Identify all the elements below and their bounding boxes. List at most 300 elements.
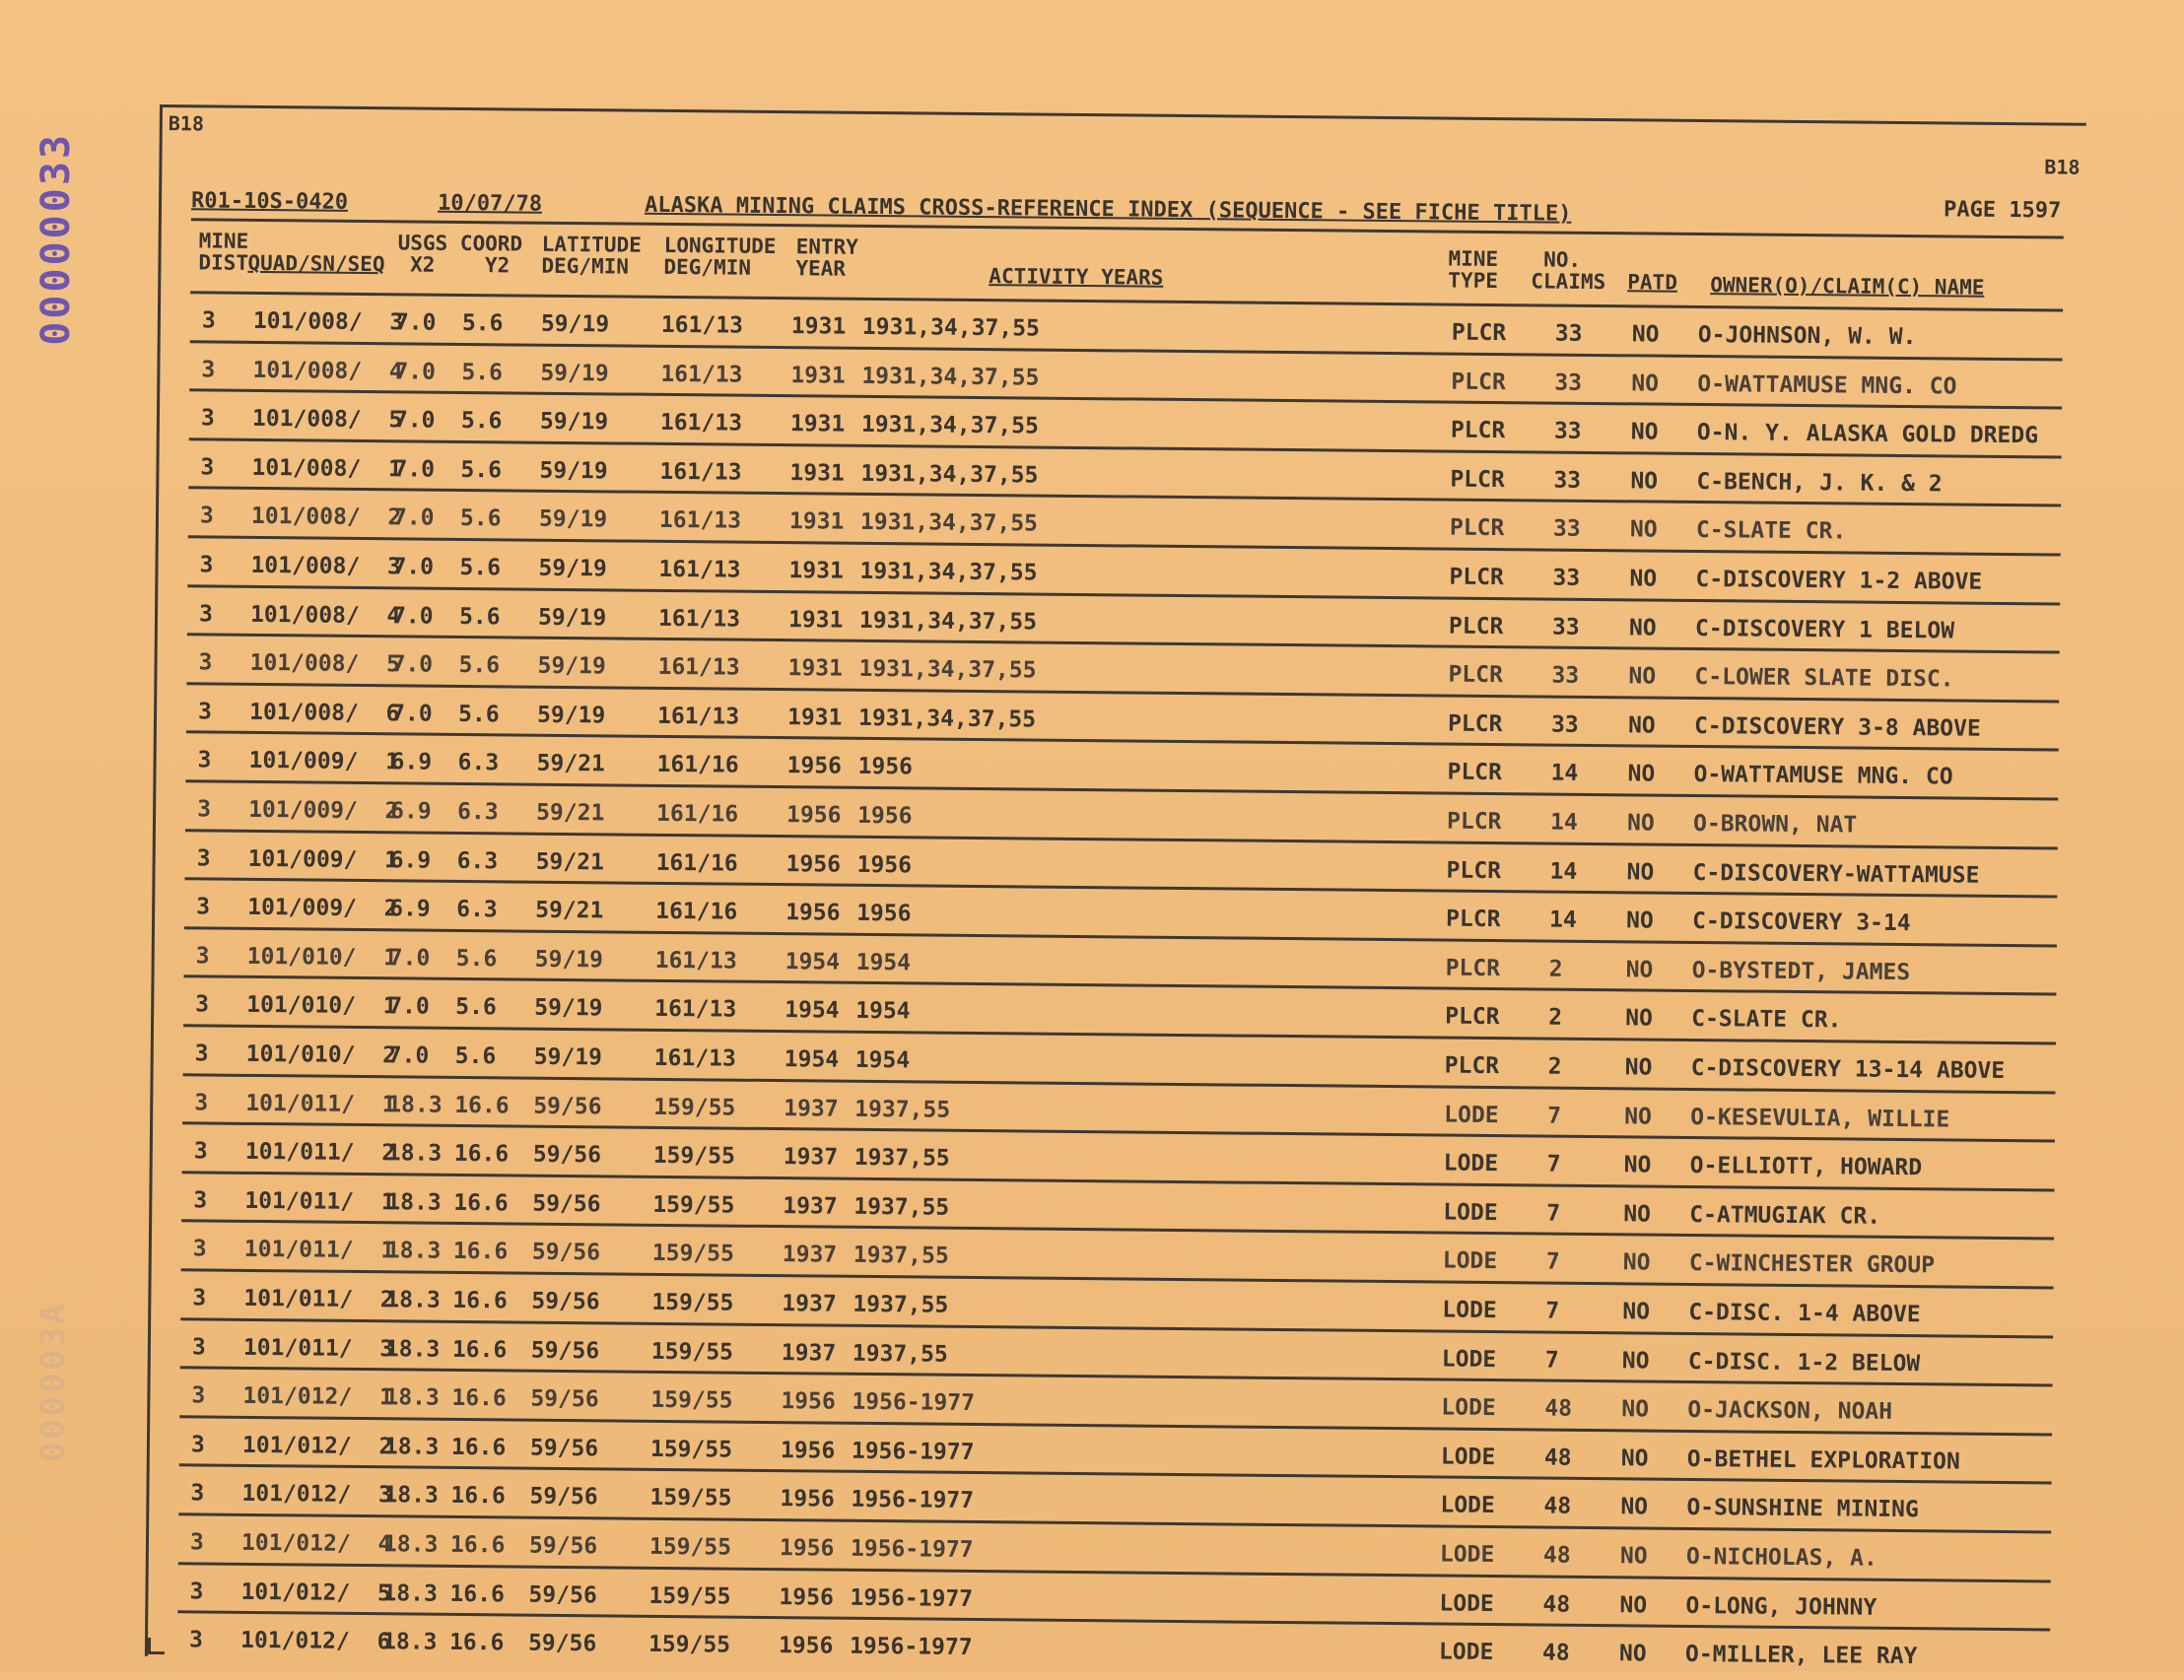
- cell-quad-sn-seq: 101/012/ 4: [240, 1529, 392, 1558]
- cell-longitude: 159/55: [652, 1191, 735, 1219]
- cell-mine-dist: 3: [200, 405, 215, 432]
- cell-mine-type: PLCR: [1451, 319, 1507, 347]
- cell-mine-type: PLCR: [1446, 857, 1502, 884]
- cell-longitude: 159/55: [653, 1094, 736, 1121]
- cell-latitude: 59/21: [535, 848, 605, 875]
- col-head-activity: ACTIVITY YEARS: [989, 264, 1164, 290]
- cell-activity-years: 1931,34,37,55: [860, 412, 1040, 439]
- cell-usgs-y2: 16.6: [449, 1580, 506, 1608]
- cell-entry-year: 1931: [787, 606, 844, 634]
- cell-patented: NO: [1624, 1054, 1653, 1081]
- cell-usgs-x2: 18.3: [383, 1482, 439, 1510]
- cell-quad-sn-seq: 101/008/ 2: [250, 504, 402, 531]
- cell-mine-type: LODE: [1441, 1394, 1496, 1422]
- col-head-claims: NO. CLAIMS: [1531, 247, 1606, 295]
- cell-owner-claim-name: O-WATTAMUSE MNG. CO: [1697, 370, 1957, 400]
- cell-patented: NO: [1628, 663, 1657, 690]
- cell-latitude: 59/21: [536, 751, 605, 777]
- cell-usgs-x2: 18.3: [386, 1189, 442, 1216]
- cell-no-claims: 33: [1551, 662, 1580, 690]
- cell-mine-dist: 3: [197, 699, 213, 725]
- cell-latitude: 59/19: [538, 506, 608, 533]
- cell-quad-sn-seq: 101/008/ 4: [252, 357, 403, 384]
- cell-entry-year: 1956: [786, 753, 843, 780]
- cell-entry-year: 1956: [780, 1437, 836, 1464]
- cell-latitude: 59/19: [539, 457, 608, 485]
- cell-no-claims: 48: [1542, 1591, 1571, 1618]
- cell-entry-year: 1956: [781, 1388, 836, 1415]
- cell-mine-dist: 3: [201, 357, 216, 383]
- cell-usgs-y2: 16.6: [450, 1483, 506, 1510]
- cell-quad-sn-seq: 101/012/ 1: [242, 1383, 393, 1411]
- cell-activity-years: 1937,55: [853, 1291, 949, 1318]
- cell-usgs-y2: 6.3: [456, 897, 498, 923]
- cell-mine-type: LODE: [1439, 1590, 1494, 1617]
- cell-quad-sn-seq: 101/010/ 2: [245, 1041, 397, 1069]
- cell-entry-year: 1931: [788, 508, 845, 536]
- cell-usgs-y2: 5.6: [459, 505, 502, 532]
- cell-mine-type: LODE: [1440, 1444, 1496, 1470]
- report-date: 10/07/78: [437, 190, 543, 217]
- cell-quad-sn-seq: 101/009/ 1: [248, 748, 400, 775]
- cell-mine-dist: 3: [196, 844, 211, 872]
- cell-mine-dist: 3: [190, 1480, 205, 1507]
- cell-no-claims: 7: [1545, 1298, 1560, 1324]
- cell-quad-sn-seq: 101/009/ 1: [247, 845, 399, 873]
- cell-latitude: 59/56: [530, 1385, 599, 1413]
- cell-no-claims: 14: [1549, 858, 1578, 885]
- cell-usgs-y2: 16.6: [451, 1385, 507, 1412]
- cell-quad-sn-seq: 101/011/ 3: [242, 1334, 394, 1362]
- ghost-frame-stamp: 000003A: [34, 1301, 73, 1463]
- cell-usgs-x2: 7.0: [392, 554, 435, 580]
- cell-mine-type: PLCR: [1446, 808, 1502, 836]
- cell-entry-year: 1937: [784, 1095, 839, 1122]
- cell-no-claims: 7: [1545, 1248, 1560, 1276]
- cell-latitude: 59/19: [539, 408, 609, 436]
- cell-patented: NO: [1626, 810, 1655, 837]
- cell-usgs-y2: 5.6: [455, 945, 498, 973]
- cell-latitude: 59/19: [537, 604, 607, 631]
- cell-activity-years: 1956-1977: [849, 1633, 973, 1661]
- cell-mine-dist: 3: [198, 649, 213, 676]
- cell-usgs-y2: 5.6: [459, 554, 502, 581]
- cell-latitude: 59/19: [537, 652, 606, 680]
- cell-quad-sn-seq: 101/012/ 6: [239, 1628, 391, 1655]
- cell-usgs-y2: 5.6: [457, 701, 500, 728]
- cell-owner-claim-name: O-JACKSON, NOAH: [1687, 1397, 1893, 1426]
- printout-sheet: [145, 104, 2086, 1675]
- cell-patented: NO: [1620, 1445, 1649, 1472]
- cell-no-claims: 48: [1542, 1542, 1571, 1569]
- cell-quad-sn-seq: 101/008/ 3: [252, 307, 404, 336]
- cell-no-claims: 33: [1553, 467, 1582, 494]
- cell-mine-dist: 3: [191, 1382, 206, 1409]
- cell-owner-claim-name: C-ATMUGIAK CR.: [1689, 1201, 1881, 1230]
- cell-usgs-x2: 7.0: [387, 1042, 430, 1069]
- cell-latitude: 59/19: [534, 995, 603, 1022]
- cell-owner-claim-name: C-DISC. 1-4 ABOVE: [1688, 1299, 1921, 1328]
- cell-usgs-x2: 6.9: [390, 749, 433, 776]
- cell-mine-type: PLCR: [1449, 514, 1505, 542]
- cell-longitude: 161/16: [655, 899, 738, 925]
- cell-patented: NO: [1618, 1641, 1647, 1667]
- cell-usgs-y2: 6.3: [456, 798, 499, 826]
- cell-mine-type: PLCR: [1449, 564, 1504, 591]
- cell-no-claims: 48: [1541, 1640, 1570, 1666]
- cell-usgs-y2: 16.6: [452, 1287, 508, 1314]
- cell-latitude: 59/19: [538, 555, 607, 582]
- cell-activity-years: 1954: [855, 998, 911, 1025]
- cell-usgs-y2: 5.6: [454, 1042, 497, 1070]
- cell-quad-sn-seq: 101/008/ 6: [248, 699, 400, 727]
- cell-usgs-x2: 6.9: [389, 846, 432, 874]
- cell-entry-year: 1954: [784, 1046, 840, 1073]
- cell-owner-claim-name: C-SLATE CR.: [1695, 517, 1847, 545]
- cell-mine-type: LODE: [1438, 1639, 1494, 1666]
- cell-activity-years: 1956-1977: [851, 1438, 975, 1465]
- col-head-usgs: USGS COORD X2 Y2: [397, 231, 523, 278]
- cell-latitude: 59/21: [535, 897, 604, 924]
- cell-longitude: 159/55: [648, 1632, 731, 1658]
- frame-number-stamp: 00000033: [34, 132, 79, 346]
- cell-longitude: 159/55: [648, 1582, 731, 1610]
- cell-mine-type: LODE: [1439, 1541, 1495, 1569]
- cell-patented: NO: [1625, 1005, 1653, 1032]
- cell-usgs-x2: 18.3: [381, 1629, 438, 1655]
- cell-entry-year: 1956: [785, 850, 842, 878]
- cell-patented: NO: [1629, 566, 1658, 592]
- cell-patented: NO: [1631, 321, 1660, 348]
- cell-mine-type: PLCR: [1447, 759, 1503, 786]
- cell-owner-claim-name: O-ELLIOTT, HOWARD: [1689, 1153, 1923, 1181]
- cell-entry-year: 1937: [783, 1192, 838, 1220]
- cell-entry-year: 1956: [785, 900, 841, 926]
- cell-owner-claim-name: O-MILLER, LEE RAY: [1684, 1642, 1918, 1670]
- cell-patented: NO: [1627, 761, 1656, 787]
- cell-longitude: 159/55: [649, 1485, 732, 1512]
- cell-entry-year: 1931: [790, 362, 846, 389]
- cell-patented: NO: [1629, 516, 1658, 543]
- cell-no-claims: 7: [1546, 1151, 1561, 1177]
- cell-no-claims: 7: [1546, 1200, 1561, 1227]
- cell-quad-sn-seq: 101/008/ 5: [249, 650, 401, 678]
- cell-no-claims: 33: [1552, 515, 1581, 543]
- cell-owner-claim-name: C-BENCH, J. K. & 2: [1696, 468, 1943, 498]
- cell-owner-claim-name: O-JOHNSON, W. W.: [1697, 321, 1917, 351]
- cell-owner-claim-name: C-LOWER SLATE DISC.: [1694, 664, 1954, 693]
- cell-usgs-x2: 18.3: [383, 1434, 440, 1460]
- cell-activity-years: 1956: [856, 851, 913, 878]
- cell-usgs-y2: 16.6: [451, 1336, 508, 1364]
- cell-owner-claim-name: O-SUNSHINE MINING: [1686, 1495, 1919, 1523]
- cell-owner-claim-name: O-N. Y. ALASKA GOLD DREDG: [1696, 420, 2039, 449]
- cell-longitude: 161/13: [660, 311, 744, 339]
- cell-no-claims: 33: [1554, 370, 1583, 396]
- page-number: PAGE 1597: [1943, 197, 2062, 224]
- cell-quad-sn-seq: 101/011/ 2: [243, 1285, 394, 1313]
- cell-usgs-y2: 5.6: [461, 309, 504, 337]
- cell-owner-claim-name: C-DISCOVERY 3-8 ABOVE: [1693, 712, 1981, 742]
- col-head-quad: QUAD/SN/SEQ: [247, 250, 385, 277]
- cell-longitude: 159/55: [648, 1533, 732, 1561]
- cell-longitude: 159/55: [650, 1338, 734, 1366]
- cell-mine-type: PLCR: [1445, 1003, 1500, 1031]
- cell-usgs-x2: 7.0: [394, 358, 437, 385]
- cell-owner-claim-name: C-DISCOVERY 1-2 ABOVE: [1695, 566, 1983, 595]
- cell-patented: NO: [1621, 1396, 1650, 1423]
- cell-no-claims: 33: [1553, 418, 1582, 445]
- cell-quad-sn-seq: 101/011/ 2: [244, 1139, 396, 1167]
- cell-activity-years: 1956: [856, 802, 913, 830]
- cell-patented: NO: [1624, 1103, 1653, 1130]
- cell-longitude: 161/13: [660, 361, 743, 388]
- cell-latitude: 59/56: [532, 1141, 602, 1169]
- cell-entry-year: 1937: [782, 1291, 837, 1317]
- cell-usgs-x2: 7.0: [390, 701, 433, 727]
- cell-activity-years: 1937,55: [853, 1193, 950, 1221]
- cell-mine-dist: 3: [194, 1089, 209, 1116]
- cell-mine-dist: 3: [201, 307, 216, 334]
- cell-entry-year: 1937: [782, 1242, 838, 1269]
- cell-mine-type: LODE: [1441, 1346, 1497, 1373]
- cell-usgs-y2: 5.6: [461, 359, 504, 385]
- cell-activity-years: 1931,34,37,55: [858, 607, 1038, 636]
- cell-longitude: 161/13: [657, 605, 741, 633]
- cell-mine-type: LODE: [1444, 1102, 1499, 1128]
- col-head-lon: LONGITUDE DEG/MIN: [663, 233, 777, 280]
- cell-activity-years: 1956-1977: [850, 1535, 974, 1563]
- cell-patented: NO: [1627, 712, 1656, 739]
- cell-mine-dist: 3: [199, 552, 214, 578]
- cell-mine-dist: 3: [192, 1285, 207, 1311]
- cell-usgs-x2: 18.3: [384, 1335, 441, 1363]
- cell-patented: NO: [1626, 858, 1655, 886]
- cell-no-claims: 33: [1554, 320, 1583, 347]
- cell-longitude: 159/55: [651, 1289, 734, 1316]
- cell-patented: NO: [1625, 907, 1654, 934]
- cell-mine-type: PLCR: [1447, 710, 1503, 737]
- corner-mark-bottom-left: [148, 1638, 165, 1654]
- cell-mine-dist: 3: [190, 1432, 205, 1458]
- cell-usgs-y2: 16.6: [449, 1531, 506, 1559]
- cell-mine-dist: 3: [191, 1333, 206, 1361]
- cell-latitude: 59/19: [534, 946, 604, 974]
- cell-mine-dist: 3: [193, 1138, 208, 1165]
- cell-longitude: 161/13: [653, 1044, 736, 1072]
- cell-entry-year: 1956: [785, 802, 842, 829]
- cell-entry-year: 1931: [790, 313, 847, 340]
- cell-longitude: 161/13: [654, 947, 737, 974]
- cell-entry-year: 1956: [779, 1535, 835, 1562]
- cell-latitude: 59/19: [536, 702, 606, 729]
- cell-longitude: 159/55: [650, 1387, 733, 1414]
- cell-activity-years: 1937,55: [853, 1243, 949, 1270]
- cell-quad-sn-seq: 101/008/ 1: [251, 454, 402, 483]
- cell-mine-dist: 3: [198, 601, 214, 628]
- cell-patented: NO: [1622, 1249, 1651, 1276]
- cell-latitude: 59/21: [535, 799, 605, 827]
- cell-no-claims: 14: [1549, 809, 1578, 836]
- cell-no-claims: 33: [1552, 565, 1581, 591]
- cell-longitude: 161/16: [656, 752, 739, 779]
- cell-mine-dist: 3: [197, 796, 212, 823]
- cell-mine-dist: 3: [196, 894, 211, 920]
- cell-patented: NO: [1623, 1201, 1652, 1228]
- cell-usgs-y2: 5.6: [460, 408, 503, 435]
- cell-longitude: 161/13: [658, 556, 741, 583]
- cell-usgs-x2: 7.0: [394, 309, 437, 336]
- cell-entry-year: 1931: [789, 459, 845, 487]
- cell-usgs-y2: 16.6: [453, 1189, 509, 1217]
- cell-usgs-x2: 18.3: [386, 1140, 443, 1167]
- cell-owner-claim-name: C-DISC. 1-2 BELOW: [1687, 1348, 1921, 1377]
- cell-latitude: 59/56: [531, 1240, 601, 1266]
- cell-longitude: 161/16: [655, 849, 738, 877]
- cell-patented: NO: [1631, 370, 1660, 397]
- cell-latitude: 59/56: [527, 1630, 597, 1657]
- cell-usgs-x2: 6.9: [389, 896, 431, 922]
- cell-entry-year: 1931: [788, 558, 845, 584]
- cell-latitude: 59/56: [529, 1484, 598, 1511]
- cell-quad-sn-seq: 101/010/ 1: [246, 992, 397, 1020]
- cell-owner-claim-name: O-BYSTEDT, JAMES: [1691, 957, 1911, 985]
- cell-entry-year: 1937: [783, 1144, 839, 1171]
- cell-activity-years: 1956-1977: [851, 1487, 975, 1514]
- cell-no-claims: 48: [1544, 1395, 1573, 1423]
- cell-entry-year: 1931: [789, 411, 846, 437]
- cell-activity-years: 1931,34,37,55: [857, 705, 1037, 733]
- cell-longitude: 159/55: [651, 1241, 735, 1268]
- cell-mine-type: PLCR: [1444, 1052, 1500, 1080]
- cell-latitude: 59/56: [528, 1581, 597, 1608]
- cell-mine-dist: 3: [200, 454, 215, 481]
- cell-mine-dist: 3: [197, 747, 212, 773]
- cell-mine-type: LODE: [1442, 1247, 1498, 1275]
- cell-no-claims: 48: [1543, 1445, 1572, 1471]
- cell-owner-claim-name: O-BROWN, NAT: [1692, 810, 1858, 839]
- cell-patented: NO: [1619, 1591, 1648, 1619]
- cell-activity-years: 1954: [854, 1046, 911, 1074]
- cell-no-claims: 2: [1547, 1053, 1562, 1080]
- cell-usgs-x2: 7.0: [388, 993, 430, 1021]
- cell-patented: NO: [1620, 1494, 1649, 1520]
- cell-usgs-y2: 5.6: [458, 603, 501, 630]
- cell-usgs-x2: 7.0: [393, 456, 436, 483]
- cell-usgs-x2: 7.0: [388, 945, 431, 972]
- cell-activity-years: 1931,34,37,55: [861, 363, 1040, 391]
- cell-mine-dist: 3: [195, 991, 210, 1018]
- corner-mark-top-left: B18: [168, 111, 205, 136]
- cell-mine-dist: 3: [193, 1187, 208, 1214]
- cell-activity-years: 1937,55: [853, 1145, 950, 1172]
- cell-usgs-y2: 5.6: [458, 652, 501, 679]
- cell-patented: NO: [1623, 1152, 1652, 1178]
- cell-entry-year: 1956: [778, 1633, 834, 1659]
- cell-usgs-x2: 18.3: [385, 1238, 442, 1265]
- cell-no-claims: 33: [1550, 711, 1579, 738]
- cell-no-claims: 2: [1548, 956, 1563, 982]
- cell-mine-type: LODE: [1442, 1297, 1497, 1324]
- report-code: R01-10S-0420: [190, 188, 349, 215]
- cell-usgs-y2: 16.6: [450, 1434, 507, 1461]
- corner-mark-top-right: B18: [2044, 155, 2081, 179]
- cell-quad-sn-seq: 101/010/ 1: [246, 943, 398, 972]
- cell-mine-type: LODE: [1443, 1150, 1499, 1177]
- cell-usgs-y2: 5.6: [460, 456, 503, 484]
- cell-latitude: 59/56: [530, 1337, 600, 1364]
- cell-quad-sn-seq: 101/008/ 4: [249, 601, 401, 629]
- cell-no-claims: 48: [1543, 1493, 1572, 1520]
- cell-owner-claim-name: O-NICHOLAS, A.: [1685, 1543, 1877, 1572]
- col-head-entry: ENTRY YEAR: [795, 235, 858, 281]
- cell-activity-years: 1956: [857, 754, 914, 780]
- cell-activity-years: 1931,34,37,55: [859, 509, 1039, 537]
- cell-no-claims: 2: [1548, 1004, 1563, 1032]
- cell-latitude: 59/19: [540, 360, 609, 386]
- cell-longitude: 161/13: [659, 410, 743, 437]
- cell-quad-sn-seq: 101/009/ 2: [248, 796, 399, 825]
- cell-longitude: 161/13: [657, 654, 740, 681]
- cell-entry-year: 1954: [785, 997, 840, 1025]
- cell-longitude: 161/13: [658, 507, 742, 535]
- cell-latitude: 59/56: [528, 1532, 598, 1560]
- col-head-dist: MINE DIST: [198, 229, 249, 275]
- col-head-type: MINE TYPE: [1448, 246, 1499, 294]
- cell-mine-type: LODE: [1440, 1492, 1495, 1519]
- cell-owner-claim-name: C-DISCOVERY 1 BELOW: [1694, 615, 1955, 644]
- cell-patented: NO: [1625, 957, 1654, 983]
- cell-usgs-x2: 18.3: [384, 1384, 440, 1411]
- cell-activity-years: 1931,34,37,55: [859, 558, 1038, 586]
- cell-usgs-y2: 6.3: [456, 847, 499, 874]
- cell-mine-dist: 3: [194, 1041, 209, 1067]
- cell-usgs-x2: 18.3: [382, 1531, 439, 1558]
- cell-owner-claim-name: C-DISCOVERY-WATTAMUSE: [1692, 859, 1980, 889]
- cell-quad-sn-seq: 101/011/ 1: [243, 1237, 395, 1264]
- cell-entry-year: 1937: [781, 1339, 837, 1367]
- cell-usgs-x2: 18.3: [382, 1579, 439, 1607]
- cell-owner-claim-name: O-BETHEL EXPLORATION: [1686, 1445, 1960, 1475]
- cell-longitude: 161/16: [655, 800, 739, 828]
- cell-usgs-x2: 18.3: [385, 1287, 441, 1313]
- cell-quad-sn-seq: 101/008/ 3: [250, 552, 401, 580]
- cell-usgs-x2: 7.0: [391, 651, 434, 678]
- cell-entry-year: 1931: [787, 655, 844, 682]
- cell-usgs-y2: 6.3: [457, 750, 500, 776]
- cell-activity-years: 1937,55: [854, 1096, 951, 1123]
- cell-mine-type: PLCR: [1451, 369, 1506, 395]
- cell-latitude: 59/56: [529, 1435, 599, 1462]
- cell-mine-type: LODE: [1443, 1199, 1498, 1226]
- cell-patented: NO: [1630, 468, 1659, 495]
- cell-latitude: 59/56: [533, 1093, 602, 1119]
- cell-mine-dist: 3: [188, 1627, 204, 1653]
- cell-usgs-y2: 5.6: [455, 994, 497, 1021]
- cell-usgs-x2: 7.0: [393, 407, 436, 434]
- cell-activity-years: 1931,34,37,55: [861, 313, 1040, 342]
- cell-no-claims: 33: [1551, 614, 1580, 640]
- cell-latitude: 59/56: [532, 1190, 601, 1218]
- cell-quad-sn-seq: 101/011/ 1: [245, 1090, 396, 1117]
- cell-no-claims: 14: [1548, 907, 1577, 934]
- cell-mine-dist: 3: [189, 1529, 204, 1556]
- cell-activity-years: 1956: [856, 901, 912, 927]
- cell-patented: NO: [1621, 1347, 1650, 1375]
- cell-longitude: 161/13: [654, 996, 737, 1024]
- cell-activity-years: 1954: [855, 949, 912, 976]
- cell-activity-years: 1931,34,37,55: [858, 656, 1037, 684]
